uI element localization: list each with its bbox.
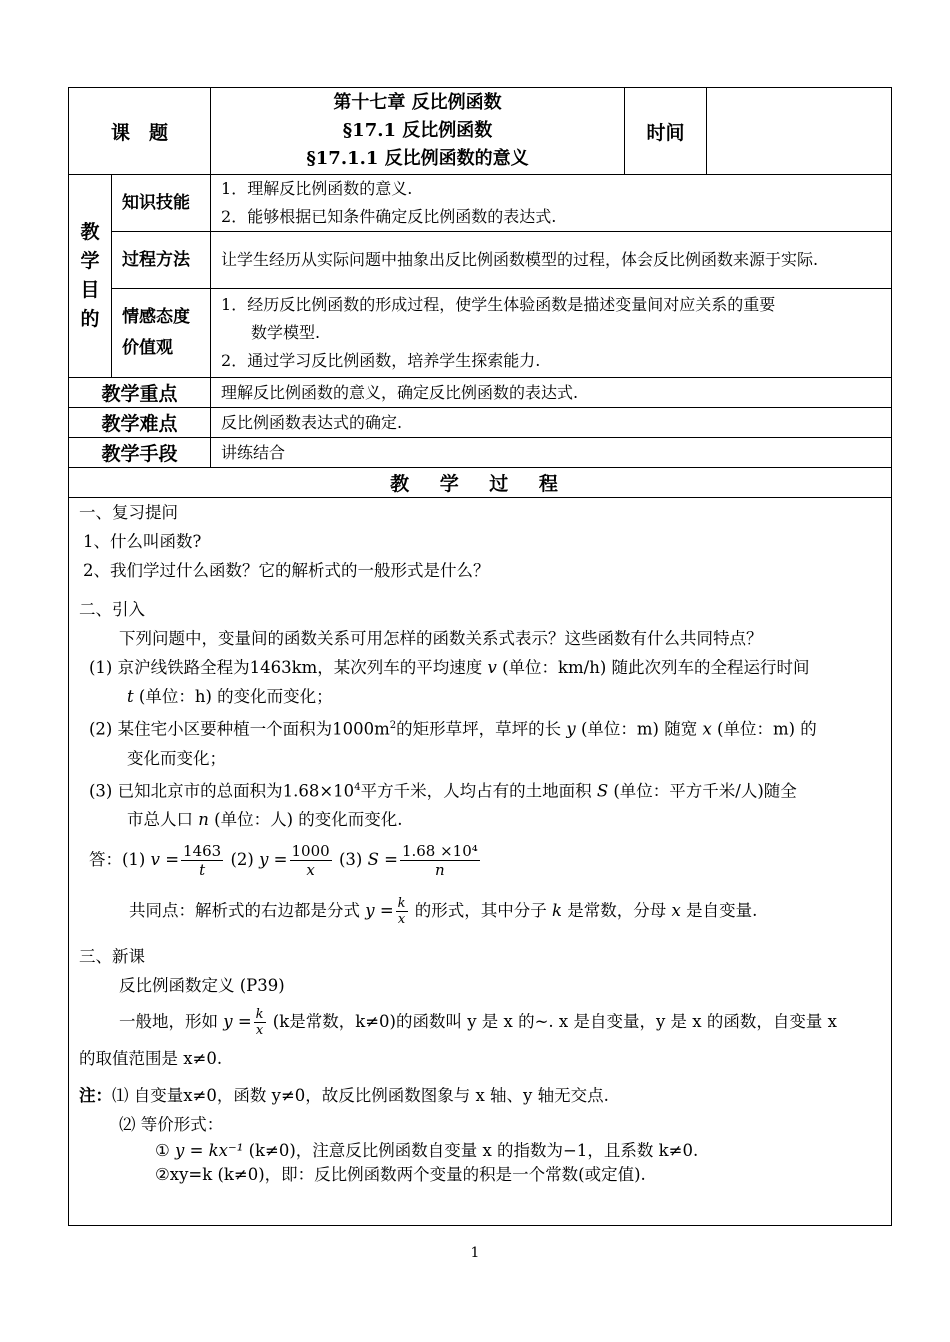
answer-2-fraction: $\frac{1000}{x}$: [291, 842, 330, 879]
equivalent-form-2: ②xy=k (k≠0)，即：反比例函数两个变量的积是一个常数(或定值).: [155, 1165, 646, 1184]
question-2: (2) 某住宅小区要种植一个面积为$1000m^2$的矩形草坪，草坪的长 y (单位：m) 随宽 x (单位：m) 的: [89, 719, 817, 739]
time-label: 时间: [625, 88, 707, 175]
attitude-values-content: 1．经历反比例函数的形成过程，使学生体验函数是描述变量间对应关系的重要 数学模型. 2．通过学习反比例函数，培养学生探索能力.: [211, 289, 892, 378]
page-number: 1: [470, 1245, 480, 1261]
lesson-title: [211, 88, 625, 175]
question-3-cont: 市总人口 n (单位：人) 的变化而变化.: [127, 810, 403, 829]
process-method-label: 过程方法: [112, 232, 211, 289]
method-value: 讲练结合: [211, 438, 892, 468]
question-3: (3) 已知北京市的总面积为$1.68\times 10^4$平方千米，人均占有的土地面积 S (单位：平方千米/人)随全: [89, 781, 797, 800]
question-1-cont: t (单位：h) 的变化而变化；: [127, 687, 333, 706]
definition-line-1: 一般地，形如 y = $\frac{k}{x}$ (k是常数，k≠0)的函数叫 y 是 x 的~. x 是自变量，y 是 x 的函数，自变量 x: [119, 1007, 837, 1038]
review-question-1: 1、什么叫函数?: [83, 532, 202, 551]
process-method-content: 让学生经历从实际问题中抽象出反比例函数模型的过程，体会反比例函数来源于实际.: [211, 232, 892, 289]
question-1: (1) 京沪线铁路全程为1463km，某次列车的平均速度 v (单位：km/h) 随此次列车的全程运行时间: [89, 658, 810, 677]
definition-fraction: $\frac{k}{x}$: [255, 1007, 264, 1038]
equivalent-form-1: ① y = kx⁻¹ (k≠0)，注意反比例函数自变量 x 的指数为−1，且系数 k≠0.: [155, 1141, 699, 1160]
difficulty-row: [69, 408, 892, 438]
process-heading-row: [69, 468, 892, 498]
knowledge-skills-content: 1．理解反比例函数的意义. 2．能够根据已知条件确定反比例函数的表达式.: [211, 175, 892, 232]
time-value: [707, 88, 892, 175]
review-title: 一、复习提问: [79, 503, 178, 522]
objective-row-knowledge: [69, 175, 892, 232]
subject-label: 课 题: [69, 88, 211, 175]
process-body: [69, 498, 892, 1226]
common-feature: 共同点：解析式的右边都是分式 y = $\frac{k}{x}$ 的形式，其中分子 k 是常数，分母 x 是自变量.: [129, 896, 758, 927]
note-2: ⑵ 等价形式：: [119, 1115, 224, 1134]
review-question-2: 2、我们学过什么函数？它的解析式的一般形式是什么？: [83, 561, 490, 580]
question-2-cont: 变化而变化；: [127, 748, 226, 768]
method-row: [69, 438, 892, 468]
intro-title: 二、引入: [79, 600, 145, 619]
key-point-value: 理解反比例函数的意义，确定反比例函数的表达式.: [211, 378, 892, 408]
difficulty-label: 教学难点: [69, 408, 211, 438]
definition-title: 反比例函数定义 (P39): [119, 976, 285, 995]
definition-line-2: 的取值范围是 x≠0.: [79, 1049, 223, 1068]
knowledge-skills-label: 知识技能: [112, 175, 211, 232]
answers: 答：(1) v = $\frac{1463}{t}$ (2) y = $\frac{1000}{x}$ (3) S = $\frac{\text{1.68 ×10⁴}}{n}$: [89, 842, 478, 879]
title-line-3: §17.1.1 反比例函数的意义: [306, 148, 529, 169]
answer-1-fraction: $\frac{1463}{t}$: [183, 842, 222, 879]
new-lesson-title: 三、新课: [79, 947, 145, 966]
process-body-row: [69, 498, 892, 1226]
objectives-group-label: 教 学 目 的: [69, 175, 112, 378]
note-1: 注：⑴ 自变量x≠0，函数 y≠0，故反比例函数图象与 x 轴、y 轴无交点.: [79, 1086, 609, 1105]
intro-text: 下列问题中，变量间的函数关系可用怎样的函数关系式表示？这些函数有什么共同特点？: [119, 629, 763, 648]
attitude-values-label: 情感态度 价值观: [112, 289, 211, 378]
difficulty-value: 反比例函数表达式的确定.: [211, 408, 892, 438]
method-label: 教学手段: [69, 438, 211, 468]
answer-3-fraction: $\frac{\text{1.68 ×10⁴}}{n}$: [401, 842, 478, 879]
lesson-plan-table: [68, 87, 892, 1226]
process-heading: 教 学 过 程: [69, 468, 892, 498]
title-line-2: §17.1 反比例函数: [342, 120, 493, 141]
header-row: [69, 88, 892, 175]
key-point-row: [69, 378, 892, 408]
common-fraction: $\frac{k}{x}$: [397, 896, 406, 927]
title-line-1: 第十七章 反比例函数: [333, 92, 502, 113]
key-point-label: 教学重点: [69, 378, 211, 408]
objective-row-process: [69, 232, 892, 289]
objective-row-attitude: [69, 289, 892, 378]
